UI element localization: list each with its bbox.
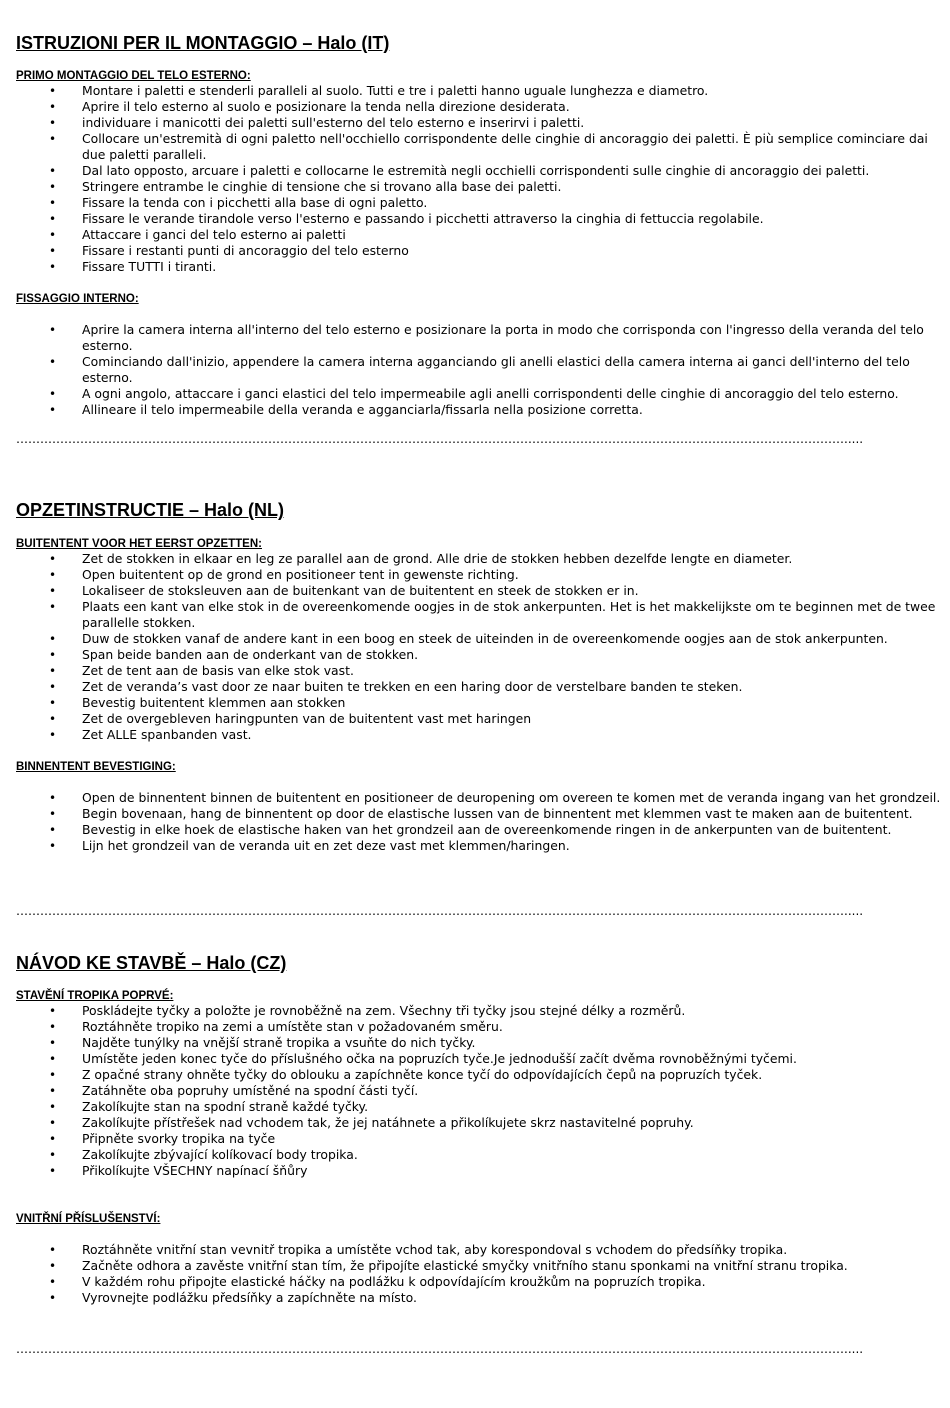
list-item bbox=[16, 1067, 944, 1083]
list-item bbox=[16, 647, 944, 663]
separator-1: ………………………………………………………………………………………………………………………………………………………………………………………..... bbox=[16, 432, 864, 446]
list-item-text: Fissare le verande tirandole verso l'esterno e passando i picchetti attraverso la cinghia di fettuccia regolabile. bbox=[82, 211, 764, 226]
list-it-inner bbox=[16, 322, 944, 418]
list-item bbox=[16, 695, 944, 711]
list-item-text: Plaats een kant van elke stok in de overeenkomende oogjes in de stok ankerpunten. Het is het makkelijkste om te beginnen met de twee parallelle stokken. bbox=[82, 599, 936, 630]
subsection-cz-1 bbox=[16, 989, 944, 1179]
list-item-text: Roztáhněte tropiko na zemi a umístěte stan v požadovaném směru. bbox=[82, 1019, 503, 1034]
subheading-nl-inner: BINNENTENT BEVESTIGING: bbox=[16, 761, 176, 773]
list-item-text: Zatáhněte oba popruhy umístěné na spodní části tyčí. bbox=[82, 1083, 419, 1098]
list-item bbox=[16, 1163, 944, 1179]
list-item bbox=[16, 1131, 944, 1147]
list-it-outer bbox=[16, 83, 944, 275]
subheading-it-inner: FISSAGGIO INTERNO: bbox=[16, 293, 139, 305]
section-cz bbox=[16, 952, 944, 974]
bullet-icon: • bbox=[49, 403, 57, 417]
subsection-it-1 bbox=[16, 69, 944, 275]
subsection-nl-2-list bbox=[16, 790, 944, 854]
bullet-icon: • bbox=[49, 568, 57, 582]
list-item bbox=[16, 354, 944, 386]
subsection-nl-2 bbox=[16, 760, 944, 774]
list-nl-inner bbox=[16, 790, 944, 854]
page-title-it: ISTRUZIONI PER IL MONTAGGIO – Halo (IT) bbox=[16, 33, 390, 53]
bullet-icon: • bbox=[49, 552, 57, 566]
list-item-text: Zakolíkujte stan na spodní straně každé tyčky. bbox=[82, 1099, 369, 1114]
list-item-text: Lokaliseer de stoksleuven aan de buitenkant van de buitentent en steek de stokken er in. bbox=[82, 583, 639, 598]
list-item-text: Montare i paletti e stenderli paralleli al suolo. Tutti e tre i paletti hanno uguale lunghezza e diametro. bbox=[82, 83, 709, 98]
bullet-icon: • bbox=[49, 164, 57, 178]
bullet-icon: • bbox=[49, 1291, 57, 1305]
bullet-icon: • bbox=[49, 680, 57, 694]
bullet-icon: • bbox=[49, 100, 57, 114]
list-item-text: Aprire il telo esterno al suolo e posizionare la tenda nella direzione desiderata. bbox=[82, 99, 570, 114]
list-item-text: Stringere entrambe le cinghie di tensione che si trovano alla base dei paletti. bbox=[82, 179, 562, 194]
list-item-text: Begin bovenaan, hang de binnentent op door de elastische lussen van de binnentent met klemmen vast te maken aan de buitentent. bbox=[82, 806, 913, 821]
bullet-icon: • bbox=[49, 1036, 57, 1050]
list-item bbox=[16, 806, 944, 822]
list-item bbox=[16, 99, 944, 115]
list-item bbox=[16, 1242, 944, 1258]
list-item-text: V každém rohu připojte elastické háčky na podlážku k odpovídajícím kroužkům na popruzích tropika. bbox=[82, 1274, 706, 1289]
list-item-text: Poskládejte tyčky a položte je rovnoběžně na zem. Všechny tři tyčky jsou stejné délky a rozměrů. bbox=[82, 1003, 686, 1018]
list-item bbox=[16, 679, 944, 695]
list-item-text: Lijn het grondzeil van de veranda uit en zet deze vast met klemmen/haringen. bbox=[82, 838, 570, 853]
list-item-text: Span beide banden aan de onderkant van de stokken. bbox=[82, 647, 419, 662]
section-nl bbox=[16, 499, 944, 521]
list-item-text: Roztáhněte vnitřní stan vevnitř tropika a umístěte vchod tak, aby korespondoval s vchodem do předsíňky tropika. bbox=[82, 1242, 788, 1257]
list-item-text: Dal lato opposto, arcuare i paletti e collocarne le estremità negli occhielli corrispondenti sulle cinghie di ancoraggio dei paletti. bbox=[82, 163, 870, 178]
bullet-icon: • bbox=[49, 228, 57, 242]
subsection-it-2-list bbox=[16, 322, 944, 418]
bullet-icon: • bbox=[49, 1275, 57, 1289]
list-item bbox=[16, 583, 944, 599]
list-item bbox=[16, 163, 944, 179]
list-item bbox=[16, 1258, 944, 1274]
bullet-icon: • bbox=[49, 180, 57, 194]
subsection-it-2 bbox=[16, 292, 944, 306]
bullet-icon: • bbox=[49, 728, 57, 742]
bullet-icon: • bbox=[49, 387, 57, 401]
list-item-text: Najděte tunýlky na vnější straně tropika a vsuňte do nich tyčky. bbox=[82, 1035, 476, 1050]
list-item bbox=[16, 402, 944, 418]
list-item bbox=[16, 822, 944, 838]
bullet-icon: • bbox=[49, 323, 57, 337]
list-item bbox=[16, 1035, 944, 1051]
subsection-cz-2 bbox=[16, 1212, 944, 1226]
bullet-icon: • bbox=[49, 1259, 57, 1273]
list-item-text: Open de binnentent binnen de buitentent en positioneer de deuropening om overeen te komen met de veranda ingang van het grondzeil. bbox=[82, 790, 941, 805]
list-item bbox=[16, 711, 944, 727]
list-item-text: Fissare TUTTI i tiranti. bbox=[82, 259, 217, 274]
list-item-text: Duw de stokken vanaf de andere kant in een boog en steek de uiteinden in de overeenkomende oogjes aan de stok ankerpunten. bbox=[82, 631, 888, 646]
list-item-text: Z opačné strany ohněte tyčky do oblouku a zapíchněte konce tyčí do odpovídajících čepů na popruzích tyček. bbox=[82, 1067, 763, 1082]
list-item bbox=[16, 115, 944, 131]
list-item-text: Zet ALLE spanbanden vast. bbox=[82, 727, 252, 742]
list-item bbox=[16, 838, 944, 854]
bullet-icon: • bbox=[49, 1116, 57, 1130]
list-item-text: Fissare i restanti punti di ancoraggio del telo esterno bbox=[82, 243, 409, 258]
list-item-text: individuare i manicotti dei paletti sull'esterno del telo esterno e inserirvi i paletti. bbox=[82, 115, 585, 130]
bullet-icon: • bbox=[49, 196, 57, 210]
bullet-icon: • bbox=[49, 632, 57, 646]
bullet-icon: • bbox=[49, 260, 57, 274]
bullet-icon: • bbox=[49, 648, 57, 662]
bullet-icon: • bbox=[49, 1004, 57, 1018]
list-item-text: Připněte svorky tropika na tyče bbox=[82, 1131, 276, 1146]
bullet-icon: • bbox=[49, 1020, 57, 1034]
list-item-text: Aprire la camera interna all'interno del telo esterno e posizionare la porta in modo che corrisponda con l'ingresso della veranda del telo esterno. bbox=[82, 322, 924, 353]
list-item bbox=[16, 567, 944, 583]
list-item-text: Vyrovnejte podlážku předsíňky a zapíchněte na místo. bbox=[82, 1290, 417, 1305]
list-item-text: Přikolíkujte VŠECHNY napínací šňůry bbox=[82, 1163, 308, 1178]
list-item bbox=[16, 227, 944, 243]
list-item bbox=[16, 131, 944, 163]
bullet-icon: • bbox=[49, 823, 57, 837]
list-item-text: Attaccare i ganci del telo esterno ai paletti bbox=[82, 227, 346, 242]
bullet-icon: • bbox=[49, 1164, 57, 1178]
list-item bbox=[16, 663, 944, 679]
list-item bbox=[16, 1274, 944, 1290]
subsection-nl-1 bbox=[16, 537, 944, 743]
bullet-icon: • bbox=[49, 839, 57, 853]
list-item-text: Fissare la tenda con i picchetti alla base di ogni paletto. bbox=[82, 195, 428, 210]
list-item-text: Open buitentent op de grond en positioneer tent in gewenste richting. bbox=[82, 567, 519, 582]
list-item-text: Zakolíkujte přístřešek nad vchodem tak, že jej natáhnete a přikolíkujete skrz nastavitelné popruhy. bbox=[82, 1115, 694, 1130]
separator-2: ………………………………………………………………………………………………………………………………………………………………………………………..... bbox=[16, 904, 864, 918]
list-item bbox=[16, 1003, 944, 1019]
list-item bbox=[16, 1019, 944, 1035]
list-item-text: Cominciando dall'inizio, appendere la camera interna agganciando gli anelli elastici della camera interna ai ganci dell'interno del telo esterno. bbox=[82, 354, 910, 385]
list-item-text: Zet de tent aan de basis van elke stok vast. bbox=[82, 663, 354, 678]
list-cz-inner bbox=[16, 1242, 944, 1306]
list-item bbox=[16, 551, 944, 567]
subsection-cz-2-list bbox=[16, 1242, 944, 1306]
list-item bbox=[16, 727, 944, 743]
bullet-icon: • bbox=[49, 84, 57, 98]
list-item-text: Bevestig in elke hoek de elastische haken van het grondzeil aan de overeenkomende ringen in de ankerpunten van de buitentent. bbox=[82, 822, 892, 837]
list-item bbox=[16, 631, 944, 647]
bullet-icon: • bbox=[49, 244, 57, 258]
list-item-text: Zet de stokken in elkaar en leg ze parallel aan de grond. Alle drie de stokken hebben dezelfde lengte en diameter. bbox=[82, 551, 793, 566]
list-item bbox=[16, 243, 944, 259]
list-item-text: Bevestig buitentent klemmen aan stokken bbox=[82, 695, 346, 710]
subheading-cz-inner: VNITŘNÍ PŘÍSLUŠENSTVÍ: bbox=[16, 1213, 161, 1225]
bullet-icon: • bbox=[49, 600, 57, 614]
bullet-icon: • bbox=[49, 132, 57, 146]
bullet-icon: • bbox=[49, 1148, 57, 1162]
bullet-icon: • bbox=[49, 355, 57, 369]
bullet-icon: • bbox=[49, 1068, 57, 1082]
list-item-text: Zet de overgebleven haringpunten van de buitentent vast met haringen bbox=[82, 711, 532, 726]
list-item bbox=[16, 1115, 944, 1131]
bullet-icon: • bbox=[49, 584, 57, 598]
bullet-icon: • bbox=[49, 1100, 57, 1114]
section-it bbox=[16, 32, 944, 54]
list-item bbox=[16, 1051, 944, 1067]
bullet-icon: • bbox=[49, 212, 57, 226]
list-item bbox=[16, 1083, 944, 1099]
subheading-it-outer: PRIMO MONTAGGIO DEL TELO ESTERNO: bbox=[16, 70, 251, 82]
list-item-text: A ogni angolo, attaccare i ganci elastici del telo impermeabile agli anelli corrispondenti delle cinghie di ancoraggio del telo esterno. bbox=[82, 386, 899, 401]
bullet-icon: • bbox=[49, 696, 57, 710]
bullet-icon: • bbox=[49, 791, 57, 805]
list-item-text: Začněte odhora a zavěste vnitřní stan tím, že připojíte elastické smyčky vnitřního stanu sponkami na vnitřní stranu tropika. bbox=[82, 1258, 848, 1273]
separator-3: ………………………………………………………………………………………………………………………………………………………………………………………..... bbox=[16, 1342, 864, 1356]
subheading-nl-outer: BUITENTENT VOOR HET EERST OPZETTEN: bbox=[16, 538, 262, 550]
bullet-icon: • bbox=[49, 1243, 57, 1257]
list-item bbox=[16, 1147, 944, 1163]
list-item bbox=[16, 83, 944, 99]
list-item-text: Zakolíkujte zbývající kolíkovací body tropika. bbox=[82, 1147, 358, 1162]
list-item-text: Allineare il telo impermeabile della veranda e agganciarla/fissarla nella posizione corretta. bbox=[82, 402, 643, 417]
bullet-icon: • bbox=[49, 1084, 57, 1098]
list-item bbox=[16, 1099, 944, 1115]
list-item bbox=[16, 259, 944, 275]
list-item-text: Umístěte jeden konec tyče do příslušného očka na popruzích tyče.Je jednodušší začít dvěma rovnoběžnými tyčemi. bbox=[82, 1051, 797, 1066]
list-item bbox=[16, 790, 944, 806]
page-title-cz: NÁVOD KE STAVBĚ – Halo (CZ) bbox=[16, 953, 287, 973]
list-item-text: Collocare un'estremità di ogni paletto nell'occhiello corrispondente delle cinghie di ancoraggio dei paletti. È più semplice cominciare dai due paletti paralleli. bbox=[82, 131, 928, 162]
list-nl-outer bbox=[16, 551, 944, 743]
list-item bbox=[16, 211, 944, 227]
list-cz-outer bbox=[16, 1003, 944, 1179]
list-item bbox=[16, 1290, 944, 1306]
list-item bbox=[16, 179, 944, 195]
list-item bbox=[16, 322, 944, 354]
list-item bbox=[16, 386, 944, 402]
bullet-icon: • bbox=[49, 116, 57, 130]
bullet-icon: • bbox=[49, 712, 57, 726]
subheading-cz-outer: STAVĚNÍ TROPIKA POPRVÉ: bbox=[16, 990, 174, 1002]
bullet-icon: • bbox=[49, 807, 57, 821]
bullet-icon: • bbox=[49, 664, 57, 678]
list-item bbox=[16, 599, 944, 631]
page-title-nl: OPZETINSTRUCTIE – Halo (NL) bbox=[16, 500, 285, 520]
list-item-text: Zet de veranda’s vast door ze naar buiten te trekken en een haring door de verstelbare banden te steken. bbox=[82, 679, 743, 694]
bullet-icon: • bbox=[49, 1052, 57, 1066]
list-item bbox=[16, 195, 944, 211]
bullet-icon: • bbox=[49, 1132, 57, 1146]
